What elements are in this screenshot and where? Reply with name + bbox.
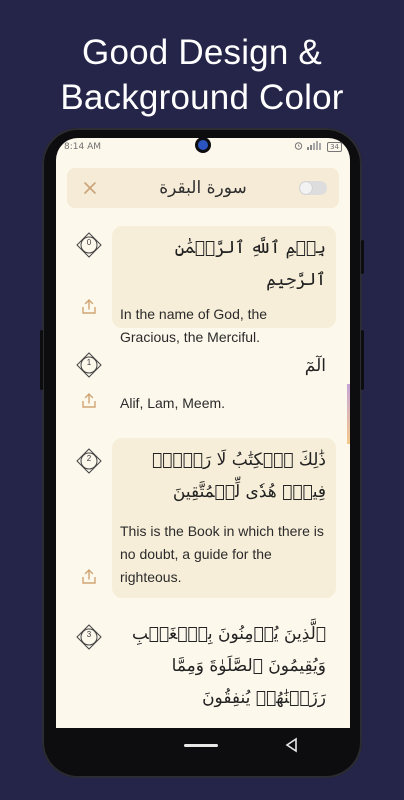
verse-card [112,346,336,422]
verse-arabic: بِسۡمِ ٱللَّهِ ٱلرَّحۡمَٰنِ ٱلرَّحِيمِ [174,238,326,290]
headline-line-1: Good Design & [82,33,322,72]
share-icon[interactable] [80,392,98,410]
verse-translation: Alif, Lam, Meem. [120,395,226,411]
home-button[interactable] [184,744,218,747]
phone-power-button [361,330,364,390]
surah-header [67,168,339,208]
verse-number: 2 [86,454,92,463]
display-toggle[interactable] [299,181,327,195]
verse-number: 1 [86,358,92,367]
phone-volume-button [361,240,364,274]
verse-arabic: ذَٰلِكَ ٱلۡكِتَٰبُ لَا رَيۡبَۛ فِيهِۛ هُدٗى لِّلۡمُتَّقِينَ [151,450,326,502]
surah-title: سورة البقرة [159,178,247,198]
camera-notch [198,140,208,150]
system-nav-bar [56,728,350,764]
share-icon[interactable] [80,298,98,316]
verse-number-badge [76,232,102,258]
promo-headline [0,30,404,120]
phone-side-button [40,330,43,390]
verse-number-badge [76,624,102,650]
headline-line-2: Background Color [60,78,344,117]
side-tab-indicator[interactable] [347,384,350,444]
back-icon[interactable] [284,737,298,757]
verse-number: 3 [86,630,92,639]
share-icon[interactable] [80,568,98,586]
alarm-icon [294,141,303,153]
battery-icon: 34 [327,142,342,152]
verse-number: 0 [86,238,92,247]
close-icon[interactable] [81,179,99,197]
verse-number-badge [76,448,102,474]
app-screen [56,138,350,728]
status-time: 8:14 AM [64,142,101,152]
verse-translation: This is the Book in which there is no doubt, a guide for the righteous. [120,523,324,585]
verse-arabic: ٱلَّذِينَ يُؤۡمِنُونَ بِٱلۡغَيۡبِ وَيُقِيمُونَ ٱلصَّلَوٰةَ وَمِمَّا رَزَقۡنَٰهُمۡ يُنفِقُونَ [131,624,326,708]
verse-translation: In the name of God, the Gracious, the Merciful. [120,306,268,345]
verse-number-badge [76,352,102,378]
verse-card [112,226,336,345]
toggle-knob [300,182,312,194]
verse-card [112,616,336,736]
verse-arabic: الٓمٓ [304,356,326,376]
signal-icon [307,141,323,153]
verse-card [112,438,336,598]
